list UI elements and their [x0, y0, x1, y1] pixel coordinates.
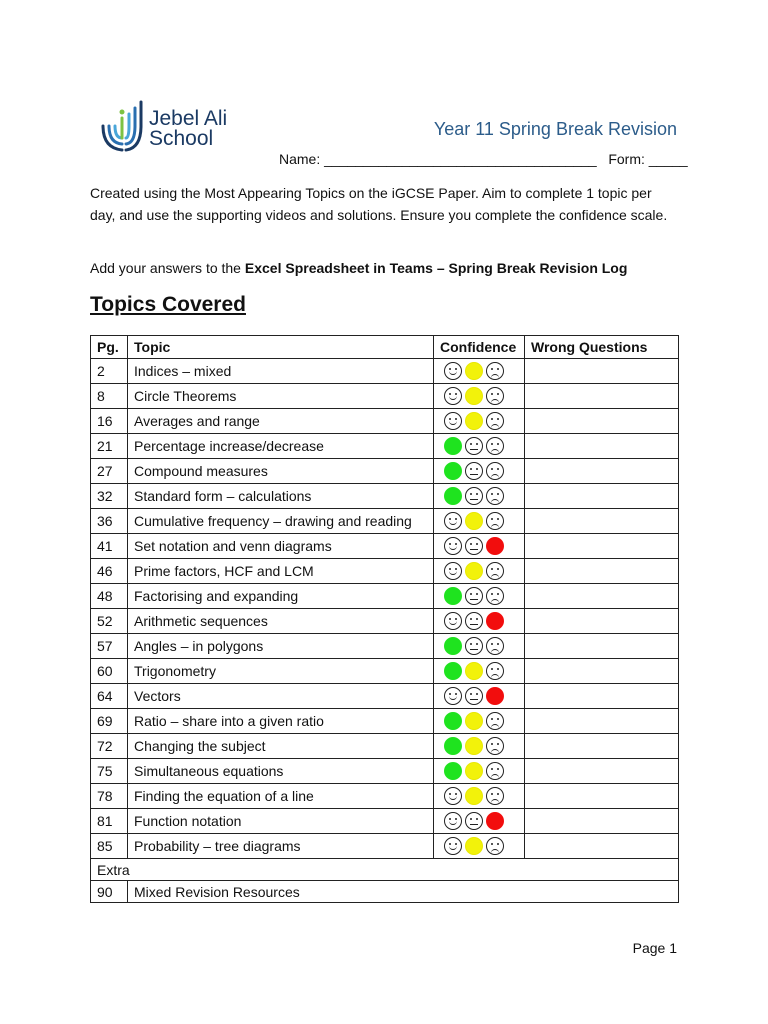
- sad-face-icon[interactable]: [486, 787, 504, 805]
- sad-face-icon[interactable]: [486, 387, 504, 405]
- row-page-number: 46: [91, 559, 128, 584]
- confidence-scale: [438, 737, 520, 755]
- row-wrong-questions[interactable]: [525, 484, 679, 509]
- neutral-face-icon[interactable]: [465, 687, 483, 705]
- row-wrong-questions[interactable]: [525, 759, 679, 784]
- table-header-row: [91, 336, 679, 359]
- row-wrong-questions[interactable]: [525, 559, 679, 584]
- row-confidence: [434, 809, 525, 834]
- row-topic: Factorising and expanding: [128, 584, 434, 609]
- happy-face-icon[interactable]: [444, 362, 462, 380]
- confidence-scale: [438, 837, 520, 855]
- happy-face-icon[interactable]: [444, 687, 462, 705]
- name-blank: ___________________________________: [324, 151, 597, 167]
- table-row: [91, 784, 679, 809]
- table-row: [91, 509, 679, 534]
- happy-face-icon[interactable]: [444, 812, 462, 830]
- confidence-scale: [438, 437, 520, 455]
- row-page-number: 21: [91, 434, 128, 459]
- confidence-scale: [438, 537, 520, 555]
- excel-prefix: Add your answers to the: [90, 260, 245, 276]
- sad-face-icon[interactable]: [486, 662, 504, 680]
- col-header-confidence: Confidence: [434, 336, 525, 359]
- row-wrong-questions[interactable]: [525, 609, 679, 634]
- row-page-number: 2: [91, 359, 128, 384]
- sad-face-icon[interactable]: [486, 837, 504, 855]
- row-confidence: [434, 584, 525, 609]
- row-confidence: [434, 634, 525, 659]
- row-confidence: [434, 509, 525, 534]
- row-topic: Changing the subject: [128, 734, 434, 759]
- neutral-face-icon[interactable]: [465, 512, 483, 530]
- document-title: Year 11 Spring Break Revision: [433, 119, 677, 139]
- table-row: [91, 384, 679, 409]
- happy-face-icon[interactable]: [444, 837, 462, 855]
- sad-face-icon[interactable]: [486, 687, 504, 705]
- row-confidence: [434, 534, 525, 559]
- logo-mark-icon: [100, 96, 146, 154]
- confidence-scale: [438, 412, 520, 430]
- neutral-face-icon[interactable]: [465, 712, 483, 730]
- neutral-face-icon[interactable]: [465, 662, 483, 680]
- row-wrong-questions[interactable]: [525, 709, 679, 734]
- row-topic: Arithmetic sequences: [128, 609, 434, 634]
- table-row: [91, 609, 679, 634]
- row-wrong-questions[interactable]: [525, 659, 679, 684]
- sad-face-icon[interactable]: [486, 712, 504, 730]
- row-wrong-questions[interactable]: [525, 509, 679, 534]
- table-row: [91, 709, 679, 734]
- row-topic: Prime factors, HCF and LCM: [128, 559, 434, 584]
- logo-line-1: Jebel Ali: [149, 107, 228, 130]
- col-header-wrong-questions: Wrong Questions: [525, 336, 679, 359]
- name-label: Name:: [279, 151, 321, 167]
- row-confidence: [434, 484, 525, 509]
- row-confidence: [434, 834, 525, 859]
- table-row: [91, 881, 679, 903]
- happy-face-icon[interactable]: [444, 587, 462, 605]
- row-topic: Set notation and venn diagrams: [128, 534, 434, 559]
- col-header-topic: Topic: [128, 336, 434, 359]
- row-confidence: [434, 359, 525, 384]
- row-page-number: 64: [91, 684, 128, 709]
- row-topic: Ratio – share into a given ratio: [128, 709, 434, 734]
- row-topic: Function notation: [128, 809, 434, 834]
- row-page-number: 85: [91, 834, 128, 859]
- sad-face-icon[interactable]: [486, 637, 504, 655]
- excel-bold-text: Excel Spreadsheet in Teams – Spring Break Revision Log: [244, 260, 628, 276]
- row-page-number: 52: [91, 609, 128, 634]
- sad-face-icon[interactable]: [486, 487, 504, 505]
- row-page-number: 90: [91, 881, 128, 903]
- sad-face-icon[interactable]: [486, 512, 504, 530]
- happy-face-icon[interactable]: [444, 437, 462, 455]
- row-page-number: 75: [91, 759, 128, 784]
- happy-face-icon[interactable]: [444, 787, 462, 805]
- row-page-number: 27: [91, 459, 128, 484]
- table-row: [91, 434, 679, 459]
- intro-paragraph: Created using the Most Appearing Topics on the iGCSE Paper. Aim to complete 1 topic per day, and use the supporting videos and solutions. Ensure you complete the confidence scale.: [90, 185, 668, 223]
- sad-face-icon[interactable]: [486, 762, 504, 780]
- extra-label: Extra: [91, 859, 679, 881]
- row-topic: Indices – mixed: [128, 359, 434, 384]
- row-page-number: 69: [91, 709, 128, 734]
- row-confidence: [434, 659, 525, 684]
- happy-face-icon[interactable]: [444, 637, 462, 655]
- confidence-scale: [438, 387, 520, 405]
- happy-face-icon[interactable]: [444, 537, 462, 555]
- row-wrong-questions[interactable]: [525, 359, 679, 384]
- confidence-scale: [438, 687, 520, 705]
- sad-face-icon[interactable]: [486, 587, 504, 605]
- table-row: [91, 359, 679, 384]
- row-page-number: 60: [91, 659, 128, 684]
- happy-face-icon[interactable]: [444, 562, 462, 580]
- row-topic: Trigonometry: [128, 659, 434, 684]
- sad-face-icon[interactable]: [486, 462, 504, 480]
- row-confidence: [434, 684, 525, 709]
- confidence-scale: [438, 512, 520, 530]
- row-wrong-questions[interactable]: [525, 459, 679, 484]
- confidence-scale: [438, 562, 520, 580]
- row-topic: Averages and range: [128, 409, 434, 434]
- happy-face-icon[interactable]: [444, 662, 462, 680]
- row-topic: Vectors: [128, 684, 434, 709]
- table-row: [91, 459, 679, 484]
- table-row: [91, 659, 679, 684]
- row-confidence: [434, 409, 525, 434]
- row-page-number: 36: [91, 509, 128, 534]
- happy-face-icon[interactable]: [444, 387, 462, 405]
- row-topic: Finding the equation of a line: [128, 784, 434, 809]
- table-row: [91, 559, 679, 584]
- table-body: [91, 359, 679, 903]
- neutral-face-icon[interactable]: [465, 612, 483, 630]
- neutral-face-icon[interactable]: [465, 737, 483, 755]
- neutral-face-icon[interactable]: [465, 437, 483, 455]
- confidence-scale: [438, 812, 520, 830]
- confidence-scale: [438, 587, 520, 605]
- neutral-face-icon[interactable]: [465, 637, 483, 655]
- row-topic: Compound measures: [128, 459, 434, 484]
- row-page-number: 48: [91, 584, 128, 609]
- row-wrong-questions[interactable]: [525, 734, 679, 759]
- table-row: [91, 809, 679, 834]
- topics-table: [90, 335, 679, 903]
- sad-face-icon[interactable]: [486, 612, 504, 630]
- confidence-scale: [438, 662, 520, 680]
- happy-face-icon[interactable]: [444, 712, 462, 730]
- neutral-face-icon[interactable]: [465, 387, 483, 405]
- row-topic: Cumulative frequency – drawing and reading: [128, 509, 434, 534]
- row-page-number: 72: [91, 734, 128, 759]
- row-confidence: [434, 734, 525, 759]
- row-page-number: 78: [91, 784, 128, 809]
- sad-face-icon[interactable]: [486, 437, 504, 455]
- name-form-line: [279, 151, 688, 167]
- neutral-face-icon[interactable]: [465, 362, 483, 380]
- confidence-scale: [438, 712, 520, 730]
- table-row: [91, 734, 679, 759]
- row-wrong-questions[interactable]: [525, 534, 679, 559]
- sad-face-icon[interactable]: [486, 562, 504, 580]
- happy-face-icon[interactable]: [444, 737, 462, 755]
- row-topic: Probability – tree diagrams: [128, 834, 434, 859]
- row-confidence: [434, 384, 525, 409]
- sad-face-icon[interactable]: [486, 812, 504, 830]
- row-confidence: [434, 784, 525, 809]
- confidence-scale: [438, 612, 520, 630]
- row-confidence: [434, 759, 525, 784]
- row-page-number: 81: [91, 809, 128, 834]
- row-topic: Angles – in polygons: [128, 634, 434, 659]
- neutral-face-icon[interactable]: [465, 537, 483, 555]
- row-page-number: 41: [91, 534, 128, 559]
- confidence-scale: [438, 637, 520, 655]
- row-wrong-questions[interactable]: [525, 384, 679, 409]
- row-topic: Circle Theorems: [128, 384, 434, 409]
- row-page-number: 8: [91, 384, 128, 409]
- row-wrong-questions[interactable]: [525, 409, 679, 434]
- logo-line-2: School: [149, 127, 214, 150]
- happy-face-icon[interactable]: [444, 762, 462, 780]
- row-confidence: [434, 434, 525, 459]
- table-row: [91, 834, 679, 859]
- school-logo: [100, 96, 250, 156]
- row-confidence: [434, 709, 525, 734]
- table-row: [91, 584, 679, 609]
- sad-face-icon[interactable]: [486, 412, 504, 430]
- row-wrong-questions[interactable]: [525, 834, 679, 859]
- col-header-pg: Pg.: [91, 336, 128, 359]
- confidence-scale: [438, 762, 520, 780]
- row-topic: Mixed Revision Resources: [128, 881, 679, 903]
- table-row: [91, 534, 679, 559]
- neutral-face-icon[interactable]: [465, 412, 483, 430]
- neutral-face-icon[interactable]: [465, 812, 483, 830]
- neutral-face-icon[interactable]: [465, 487, 483, 505]
- confidence-scale: [438, 362, 520, 380]
- neutral-face-icon[interactable]: [465, 762, 483, 780]
- row-page-number: 16: [91, 409, 128, 434]
- table-row: [91, 484, 679, 509]
- happy-face-icon[interactable]: [444, 462, 462, 480]
- neutral-face-icon[interactable]: [465, 587, 483, 605]
- row-wrong-questions[interactable]: [525, 434, 679, 459]
- form-label: Form:: [608, 151, 645, 167]
- row-page-number: 57: [91, 634, 128, 659]
- row-confidence: [434, 559, 525, 584]
- excel-instruction: [90, 260, 627, 276]
- row-wrong-questions[interactable]: [525, 684, 679, 709]
- extra-row: [91, 859, 679, 881]
- row-topic: Percentage increase/decrease: [128, 434, 434, 459]
- row-topic: Standard form – calculations: [128, 484, 434, 509]
- neutral-face-icon[interactable]: [465, 562, 483, 580]
- row-wrong-questions[interactable]: [525, 784, 679, 809]
- table-row: [91, 634, 679, 659]
- row-topic: Simultaneous equations: [128, 759, 434, 784]
- section-heading: Topics Covered: [90, 293, 246, 316]
- neutral-face-icon[interactable]: [465, 787, 483, 805]
- sad-face-icon[interactable]: [486, 362, 504, 380]
- table-row: [91, 409, 679, 434]
- confidence-scale: [438, 487, 520, 505]
- row-confidence: [434, 609, 525, 634]
- happy-face-icon[interactable]: [444, 487, 462, 505]
- logo-text: [149, 109, 227, 149]
- happy-face-icon[interactable]: [444, 612, 462, 630]
- row-wrong-questions[interactable]: [525, 634, 679, 659]
- form-blank: _____: [648, 151, 688, 167]
- table-row: [91, 759, 679, 784]
- neutral-face-icon[interactable]: [465, 462, 483, 480]
- row-page-number: 32: [91, 484, 128, 509]
- row-confidence: [434, 459, 525, 484]
- sad-face-icon[interactable]: [486, 537, 504, 555]
- table-row: [91, 684, 679, 709]
- happy-face-icon[interactable]: [444, 512, 462, 530]
- row-wrong-questions[interactable]: [525, 584, 679, 609]
- neutral-face-icon[interactable]: [465, 837, 483, 855]
- confidence-scale: [438, 462, 520, 480]
- happy-face-icon[interactable]: [444, 412, 462, 430]
- page-number: Page 1: [632, 940, 677, 956]
- row-wrong-questions[interactable]: [525, 809, 679, 834]
- sad-face-icon[interactable]: [486, 737, 504, 755]
- confidence-scale: [438, 787, 520, 805]
